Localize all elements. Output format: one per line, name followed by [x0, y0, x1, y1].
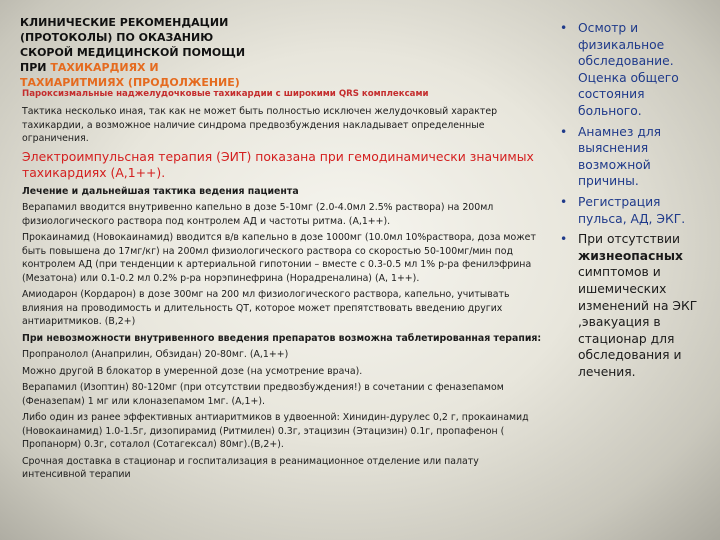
oral-therapy-heading: При невозможности внутривенного введения препаратов возможна таблетированная терапия:: [22, 332, 542, 344]
bullet-icon: •: [560, 194, 568, 209]
delivery-paragraph: Срочная доставка в стационар и госпитализация в реанимационное отделение или палату интенсивной терапии: [22, 455, 479, 480]
treatment-heading: Лечение и дальнейшая тактика ведения пациента: [22, 185, 299, 197]
bullet-item-2: [558, 124, 708, 190]
title-accent-2: ТАХИАРИТМИЯХ (ПРОДОЛЖЕНИЕ): [20, 76, 240, 89]
bullet-text-1: Осмотр и физикальное обследование. Оценка общего состояния больного.: [578, 21, 679, 118]
bullet-item-1: [558, 20, 708, 120]
bullet-icon: •: [560, 232, 568, 247]
title-line-3: СКОРОЙ МЕДИЦИНСКОЙ ПОМОЩИ: [20, 46, 246, 59]
slide-title: [20, 15, 320, 90]
bullet-item-3: [558, 194, 708, 227]
main-text-column: [22, 88, 546, 485]
bullet-list: [558, 20, 708, 380]
verapamil-oral-paragraph: Верапамил (Изоптин) 80-120мг (при отсутствии предвозбуждения!) в сочетании с феназепамом (Феназепам) 1 мг или клоназепамом 1мг. (А,1+).: [22, 382, 504, 407]
bullet-text-4-post: симптомов и ишемических изменений на ЭКГ ,эвакуация в стационар для обследования и лечения.: [578, 265, 698, 379]
bullet-text-3: Регистрация пульса, АД, ЭКГ.: [578, 194, 686, 226]
other-blocker-paragraph: Можно другой В блокатор в умеренной дозе (на усмотрение врача).: [22, 365, 363, 377]
verapamil-paragraph: Верапамил вводится внутривенно капельно в дозе 5-10мг (2.0-4.0мл 2.5% раствора) на 200мл физиологического раствора под контролем АД и частоты ритма. (А,1++).: [22, 202, 494, 227]
bullet-text-4-bold: жизнеопасных: [578, 248, 683, 263]
procainamide-paragraph: Прокаинамид (Новокаинамид) вводится в/в капельно в дозе 1000мг (10.0мл 10%раствора, доза может быть повышена до 17мг/кг) на 200мл физиологического раствора со скоростью 50-100мг/мин под контролем АД (при тенденции к артериальной гипотонии – вместе с 0.3-0.5 мл 1% р-ра фенилэфрина (Мезатона) или 0.1-0.2 мл 0.2% р-ра норэпинефрина (Норадреналина) (А, 1++).: [22, 232, 536, 284]
bullet-column: [558, 20, 708, 384]
title-line-1: КЛИНИЧЕСКИЕ РЕКОМЕНДАЦИИ: [20, 16, 229, 29]
title-line-2: (ПРОТОКОЛЫ) ПО ОКАЗАНИЮ: [20, 31, 214, 44]
amiodarone-paragraph: Амиодарон (Кордарон) в дозе 300мг на 200 мл физиологического раствора, капельно, учитывать влияния на проводимость и длительность QT, которое может препятствовать введению других антиаритмиков. (В,2+): [22, 289, 510, 327]
eit-highlight: Электроимпульсная терапия (ЭИТ) показана при гемодинамически значимых тахикардиях (А,1++).: [22, 148, 534, 180]
alternatives-paragraph: Либо один из ранее эффективных антиаритмиков в удвоенной: Хинидин-дурулес 0,2 г, прокаинамид (Новокаинамид) 1.0-1.5г, дизопирамид (Ритмилен) 0.3г, этацизин (Этацизин) 0.1г, пропафенон ( Пропанорм) 0.3г, соталол (Сотагексал) 80мг).(В,2+).: [22, 412, 529, 450]
bullet-text-4-pre: При отсутствии: [578, 232, 680, 247]
bullet-item-4: [558, 231, 708, 380]
propranolol-paragraph: Пропранолол (Анаприлин, Обзидан) 20-80мг. (А,1++): [22, 349, 289, 360]
title-accent-1: ТАХИКАРДИЯХ И: [50, 61, 159, 74]
bullet-icon: •: [560, 21, 568, 35]
bullet-text-2: Анамнез для выяснения возможной причины.: [578, 124, 662, 189]
bullet-icon: •: [560, 124, 568, 139]
intro-paragraph: Тактика несколько иная, так как не может быть полностью исключен желудочковый характер тахикардии, а возможное наличие синдрома предвозбуждения накладывает определенные ограничения.: [22, 106, 498, 144]
title-prefix: ПРИ: [20, 61, 51, 74]
section-subheading: Пароксизмальные наджелудочковые тахикардии с широкими QRS комплексами: [22, 89, 429, 99]
title-line-4: [20, 60, 320, 75]
